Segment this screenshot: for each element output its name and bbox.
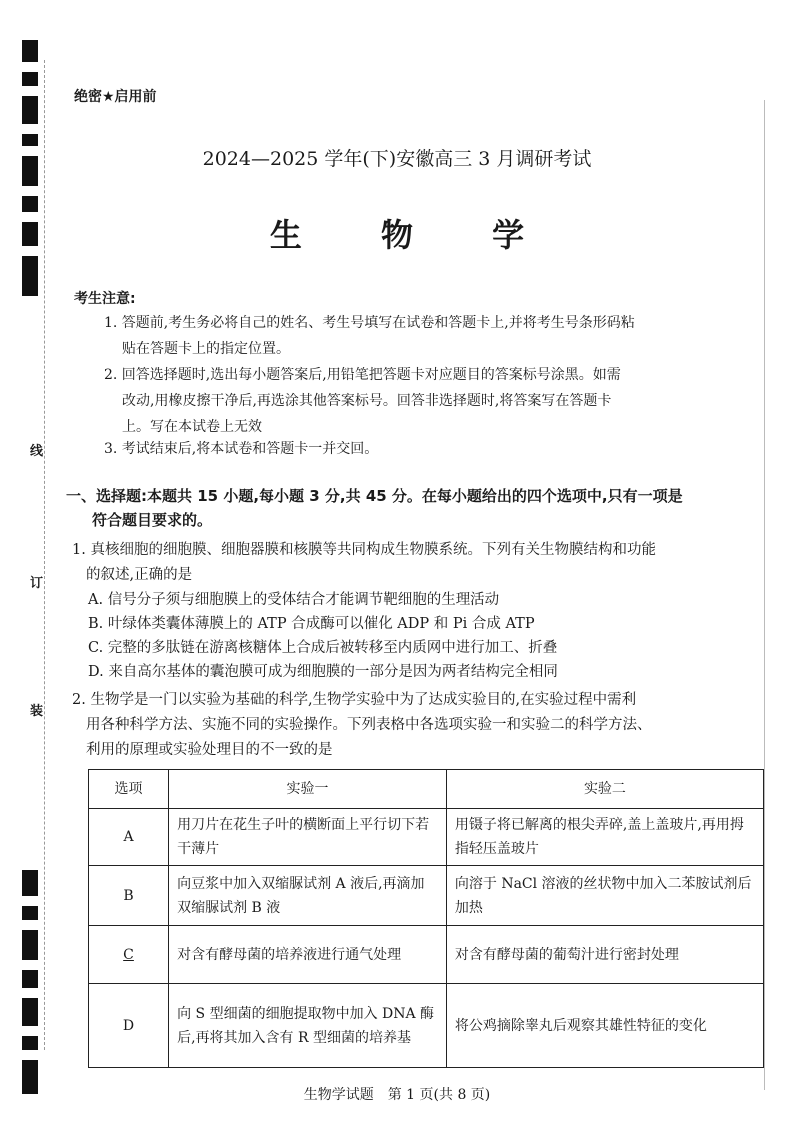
notice-line: 2. 回答选择题时,选出每小题答案后,用铅笔把答题卡对应题目的答案标号涂黑。如需 <box>104 367 621 383</box>
exam-title: 2024—2025 学年(下)安徽高三 3 月调研考试 <box>202 148 592 170</box>
question-2-stem <box>72 688 752 763</box>
row-option: C <box>89 926 169 984</box>
section-line: 一、选择题:本题共 15 小题,每小题 3 分,共 45 分。在每小题给出的四个选项中,只有一项是 <box>66 487 683 505</box>
notice-line: 改动,用橡皮擦干净后,再选涂其他答案标号。回答非选择题时,将答案写在答题卡 <box>122 393 612 409</box>
question-line: 2. 生物学是一门以实验为基础的科学,生物学实验中为了达成实验目的,在实验过程中需利 <box>72 692 637 708</box>
binding-mark <box>22 906 38 920</box>
row-experiment-2: 将公鸡摘除睾丸后观察其雄性特征的变化 <box>446 984 763 1068</box>
table-header-row <box>89 770 764 809</box>
binding-mark <box>22 970 38 988</box>
row-experiment-1: 对含有酵母菌的培养液进行通气处理 <box>169 926 447 984</box>
question-line: 1. 真核细胞的细胞膜、细胞器膜和核膜等共同构成生物膜系统。下列有关生物膜结构和功能 <box>72 542 656 558</box>
question-line: 用各种科学方法、实施不同的实验操作。下列表格中各选项实验一和实验二的科学方法、 <box>86 717 652 733</box>
table-row <box>89 926 764 984</box>
subject-title: 生 物 学 <box>269 216 559 254</box>
row-experiment-2: 向溶于 NaCl 溶液的丝状物中加入二苯胺试剂后加热 <box>446 866 763 926</box>
question-1-option-a: A. 信号分子须与细胞膜上的受体结合才能调节靶细胞的生理活动 <box>88 592 500 608</box>
notice-item-3 <box>104 436 744 462</box>
question-1-option-d: D. 来自高尔基体的囊泡膜可成为细胞膜的一部分是因为两者结构完全相同 <box>88 664 558 680</box>
secret-label: 绝密★启用前 <box>74 89 157 105</box>
notice-item-2 <box>104 362 744 440</box>
header-experiment-2: 实验二 <box>446 770 763 809</box>
header-experiment-1: 实验一 <box>169 770 447 809</box>
notice-line: 上。写在本试卷上无效 <box>122 419 262 435</box>
notice-line: 1. 答题前,考生务必将自己的姓名、考生号填写在试卷和答题卡上,并将考生号条形码粘 <box>104 315 635 331</box>
binding-dashed-line <box>44 60 45 1050</box>
table-row <box>89 866 764 926</box>
notice-line: 3. 考试结束后,将本试卷和答题卡一并交回。 <box>104 441 379 457</box>
section-heading <box>66 484 756 532</box>
notice-line: 贴在答题卡上的指定位置。 <box>122 341 290 357</box>
table-row <box>89 809 764 866</box>
binding-label-ding: 订 <box>30 576 44 591</box>
binding-mark <box>22 96 38 124</box>
section-line: 符合题目要求的。 <box>92 511 213 529</box>
notice-heading: 考生注意: <box>74 291 136 307</box>
binding-mark <box>22 870 38 896</box>
binding-mark <box>22 1036 38 1050</box>
binding-mark <box>22 72 38 86</box>
row-experiment-1: 向 S 型细菌的细胞提取物中加入 DNA 酶后,再将其加入含有 R 型细菌的培养基 <box>169 984 447 1068</box>
question-1-option-c: C. 完整的多肽链在游离核糖体上合成后被转移至内质网中进行加工、折叠 <box>88 640 558 656</box>
binding-label-xian: 线 <box>30 444 44 459</box>
row-experiment-1: 用刀片在花生子叶的横断面上平行切下若干薄片 <box>169 809 447 866</box>
row-option: A <box>89 809 169 866</box>
binding-mark <box>22 40 38 62</box>
row-experiment-2: 用镊子将已解离的根尖弄碎,盖上盖玻片,再用拇指轻压盖玻片 <box>446 809 763 866</box>
binding-mark <box>22 256 38 296</box>
notice-item-1 <box>104 310 744 362</box>
question-1-stem <box>72 538 752 588</box>
row-option: D <box>89 984 169 1068</box>
experiment-table <box>88 769 764 1068</box>
question-line: 的叙述,正确的是 <box>86 567 193 583</box>
table-row <box>89 984 764 1068</box>
page-footer: 生物学试题 第 1 页(共 8 页) <box>303 1087 491 1103</box>
row-experiment-2: 对含有酵母菌的葡萄汁进行密封处理 <box>446 926 763 984</box>
binding-mark <box>22 930 38 960</box>
header-option: 选项 <box>89 770 169 809</box>
row-experiment-1: 向豆浆中加入双缩脲试剂 A 液后,再滴加双缩脲试剂 B 液 <box>169 866 447 926</box>
question-line: 利用的原理或实验处理目的不一致的是 <box>86 742 333 758</box>
row-option: B <box>89 866 169 926</box>
binding-mark <box>22 998 38 1026</box>
binding-label-zhuang: 装 <box>30 704 44 719</box>
question-1-option-b: B. 叶绿体类囊体薄膜上的 ATP 合成酶可以催化 ADP 和 Pi 合成 ATP <box>88 616 535 632</box>
